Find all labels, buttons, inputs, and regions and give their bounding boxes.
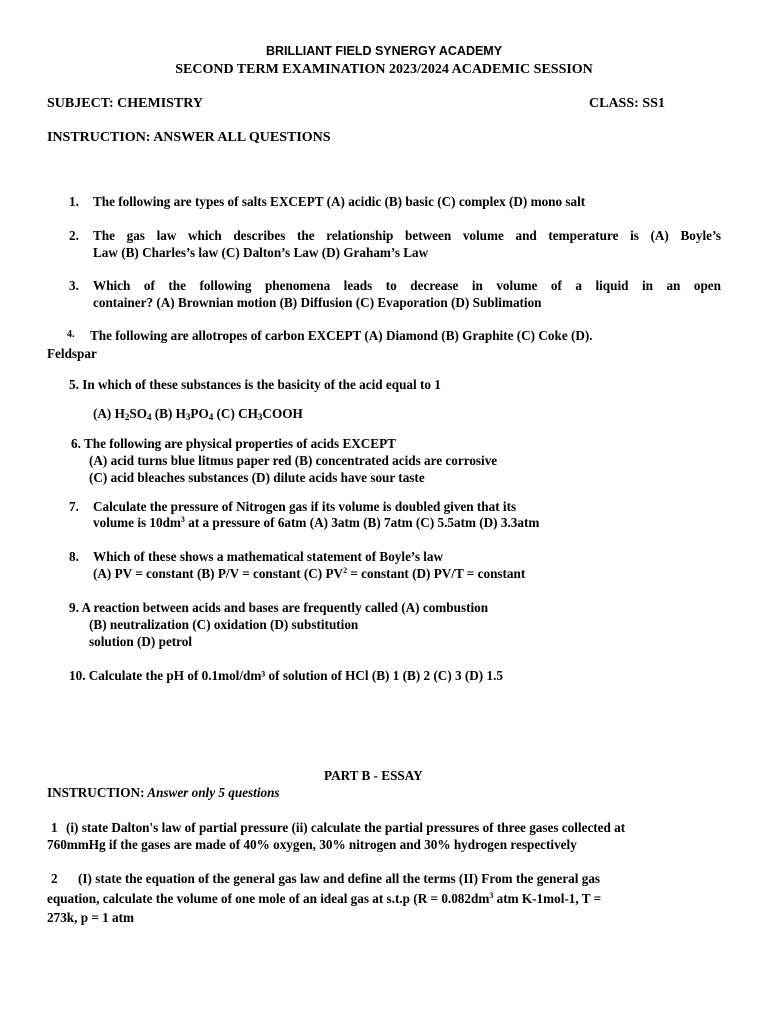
question-7-line-1: Calculate the pressure of Nitrogen gas if its volume is doubled given that its bbox=[93, 499, 517, 514]
question-8-line-2 bbox=[93, 565, 525, 582]
superscript: 3 bbox=[489, 891, 494, 900]
superscript: 2 bbox=[343, 566, 348, 575]
superscript: 3 bbox=[180, 515, 185, 524]
line-text: = constant (D) PV/T = constant bbox=[347, 566, 526, 581]
question-8-number: 8. bbox=[69, 549, 79, 564]
line-text: volume is 10dm bbox=[93, 515, 181, 530]
question-9-text: 9. A reaction between acids and bases are frequently called (A) combustion bbox=[69, 600, 489, 615]
subscript: 3 bbox=[257, 412, 263, 422]
question-6-line-2: (A) acid turns blue litmus paper red (B) concentrated acids are corrosive bbox=[89, 453, 498, 468]
line-text: equation, calculate the volume of one mole of an ideal gas at s.t.p (R = 0.082dm bbox=[47, 891, 490, 906]
essay-title: PART B - ESSAY bbox=[324, 768, 423, 783]
question-1 bbox=[69, 193, 585, 210]
instruction-line: INSTRUCTION: ANSWER ALL QUESTIONS bbox=[47, 130, 331, 145]
question-text: The following are types of salts EXCEPT (A) acidic (B) basic (C) complex (D) mono salt bbox=[93, 194, 586, 209]
essay-question-2-number: 2 bbox=[51, 871, 58, 886]
subscript: 2 bbox=[124, 412, 130, 422]
line-text: (A) PV = constant (B) P/V = constant (C) PV bbox=[93, 566, 344, 581]
question-4-line-1: The following are allotropes of carbon EXCEPT (A) Diamond (B) Graphite (C) Coke (D). bbox=[90, 328, 593, 343]
question-6-line-3: (C) acid bleaches substances (D) dilute acids have sour taste bbox=[89, 470, 425, 485]
essay-question-1-number: 1 bbox=[51, 820, 58, 835]
question-7-number: 7. bbox=[69, 499, 79, 514]
class-label: CLASS: SS1 bbox=[589, 96, 665, 111]
subscript: 4 bbox=[146, 412, 152, 422]
question-5-options bbox=[93, 405, 303, 422]
question-9-line-2: (B) neutralization (C) oxidation (D) substitution bbox=[89, 617, 359, 632]
question-6-text: 6. The following are physical properties of acids EXCEPT bbox=[71, 436, 396, 451]
subscript: 4 bbox=[208, 412, 214, 422]
question-2-line-2: Law (B) Charles’s law (C) Dalton’s Law (D) Graham’s Law bbox=[93, 245, 429, 260]
question-8-line-1: Which of these shows a mathematical statement of Boyle’s law bbox=[93, 549, 444, 564]
exam-title: SECOND TERM EXAMINATION 2023/2024 ACADEMIC SESSION bbox=[175, 62, 593, 77]
essay-question-2-line-2 bbox=[47, 890, 601, 907]
subject-label: SUBJECT: CHEMISTRY bbox=[47, 96, 203, 111]
question-3-number: 3. bbox=[69, 278, 79, 293]
essay-question-2-line-3: 273k, p = 1 atm bbox=[47, 910, 135, 925]
line-text: at a pressure of 6atm (A) 3atm (B) 7atm (C) 5.5atm (D) 3.3atm bbox=[184, 515, 540, 530]
question-10-text: 10. Calculate the pH of 0.1mol/dm³ of solution of HCl (B) 1 (B) 2 (C) 3 (D) 1.5 bbox=[69, 668, 503, 683]
question-4-line-2: Feldspar bbox=[47, 346, 97, 361]
option-b-formula: PO bbox=[190, 406, 209, 421]
instruction-label: INSTRUCTION: bbox=[47, 785, 145, 800]
question-4-number: 4. bbox=[67, 329, 75, 340]
question-5-text: 5. In which of these substances is the basicity of the acid equal to 1 bbox=[69, 377, 441, 392]
essay-question-1-line-2: 760mmHg if the gases are made of 40% oxygen, 30% nitrogen and 30% hydrogen respectively bbox=[47, 837, 577, 852]
question-2-number: 2. bbox=[69, 228, 79, 243]
option-a-formula: SO bbox=[129, 406, 147, 421]
question-2-line-1: The gas law which describes the relationship between volume and temperature is (A) Boyle’s bbox=[93, 228, 721, 243]
essay-question-2-line-1: (I) state the equation of the general gas law and define all the terms (II) From the general gas bbox=[78, 871, 601, 886]
option-b: (B) H bbox=[151, 406, 186, 421]
question-7-line-2 bbox=[93, 514, 539, 531]
line-text: atm K-1mol-1, T = bbox=[493, 891, 602, 906]
question-number: 1. bbox=[69, 194, 79, 209]
essay-question-1-line-1: (i) state Dalton's law of partial pressure (ii) calculate the partial pressures of three gases collected at bbox=[66, 820, 626, 835]
subscript: 3 bbox=[185, 412, 191, 422]
school-name: BRILLIANT FIELD SYNERGY ACADEMY bbox=[265, 44, 503, 58]
question-3-line-1: Which of the following phenomena leads to decrease in volume of a liquid in an open bbox=[93, 278, 721, 293]
instruction-text: Answer only 5 questions bbox=[144, 785, 280, 800]
essay-instruction bbox=[47, 784, 280, 801]
option-a: (A) H bbox=[93, 406, 125, 421]
question-9-line-3: solution (D) petrol bbox=[89, 634, 193, 649]
option-c-formula: COOH bbox=[262, 406, 303, 421]
option-c: (C) CH bbox=[213, 406, 258, 421]
question-3-line-2: container? (A) Brownian motion (B) Diffusion (C) Evaporation (D) Sublimation bbox=[93, 295, 542, 310]
